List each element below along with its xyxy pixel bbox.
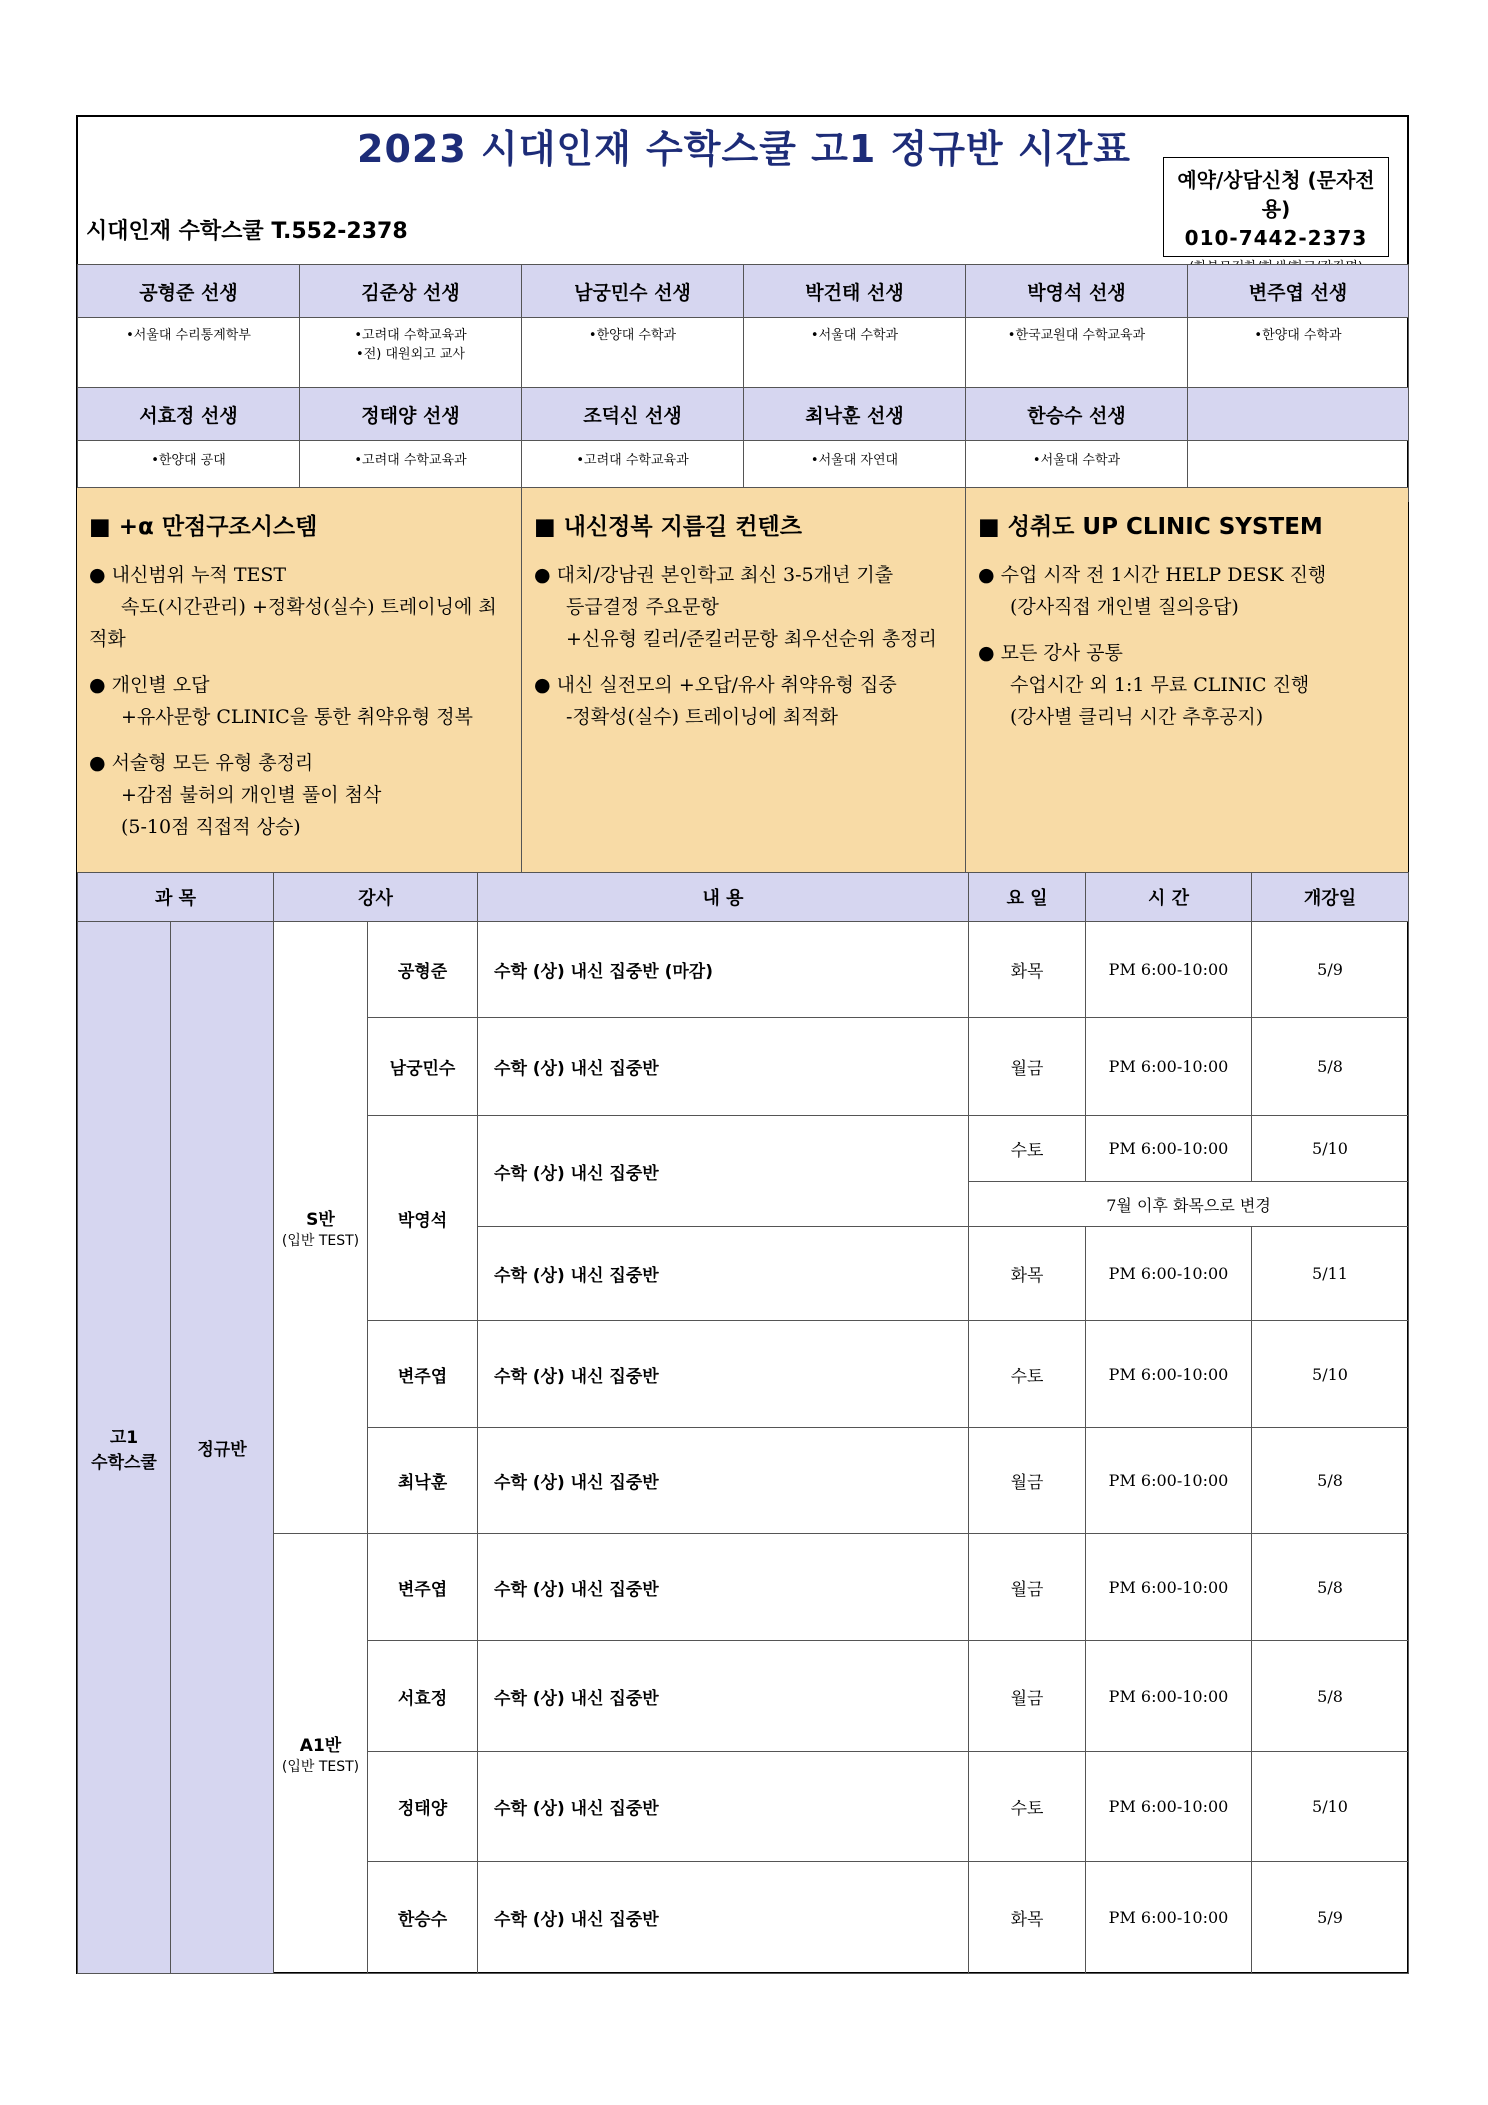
feature-line: ● 내신 실전모의 +오답/유사 취약유형 집중	[534, 674, 897, 696]
feature-item	[534, 559, 953, 655]
row-teacher: 한승수	[368, 1862, 478, 1974]
feature-item	[89, 747, 509, 843]
row-content: 수학 (상) 내신 집중반	[478, 1116, 969, 1227]
teacher-desc-line: •고려대 수학교육과	[354, 328, 467, 343]
header-content: 내 용	[478, 873, 969, 922]
teachers-table	[77, 264, 1409, 502]
header-start: 개강일	[1252, 873, 1409, 922]
header-teacher: 강사	[274, 873, 478, 922]
s-class-cell	[274, 922, 368, 1534]
teacher-desc-line: •한국교원대 수학교육과	[1007, 328, 1146, 343]
teacher-name: 변주엽 선생	[1188, 265, 1409, 318]
row-teacher: 변주엽	[368, 1321, 478, 1428]
feature-line: ● 서술형 모든 유형 총정리	[89, 752, 314, 774]
teacher-desc: •고려대 수학교육과	[300, 441, 522, 502]
feature-line: ● 대치/강남권 본인학교 최신 3-5개년 기출	[534, 564, 894, 586]
row-time: PM 6:00-10:00	[1086, 922, 1252, 1018]
row-day: 수토	[969, 1116, 1086, 1182]
contact-line-1: 예약/상담신청 (문자전용)	[1177, 168, 1375, 221]
feature-line: +감점 불허의 개인별 풀이 첨삭	[121, 784, 382, 806]
teacher-desc: •한양대 공대	[78, 441, 300, 502]
row-day: 화목	[969, 922, 1086, 1018]
teacher-name: 한승수 선생	[966, 388, 1188, 441]
empty-cell	[1188, 388, 1409, 441]
row-start: 5/8	[1252, 1534, 1409, 1641]
row-content: 수학 (상) 내신 집중반	[478, 1018, 969, 1116]
feature-line: ● 내신범위 누적 TEST	[89, 564, 287, 586]
s-class-name: S반	[306, 1210, 335, 1230]
page-title: 2023 시대인재 수학스쿨 고1 정규반 시간표	[357, 127, 1131, 171]
row-start: 5/8	[1252, 1641, 1409, 1752]
teachers-desc-row	[78, 318, 1409, 388]
teacher-desc	[1188, 318, 1409, 388]
feature-heading: ■ 내신정복 지름길 컨텐츠	[534, 514, 802, 540]
feature-item	[89, 559, 509, 655]
teacher-desc	[300, 318, 522, 388]
feature-line: 속도(시간관리) +정확성(실수) 트레이닝에 최적화	[89, 596, 497, 650]
row-day: 수토	[969, 1321, 1086, 1428]
row-start: 5/10	[1252, 1752, 1409, 1862]
row-day: 월금	[969, 1641, 1086, 1752]
header-day: 요 일	[969, 873, 1086, 922]
class-type-cell: 정규반	[171, 922, 274, 1974]
row-teacher: 정태양	[368, 1752, 478, 1862]
row-time: PM 6:00-10:00	[1086, 1862, 1252, 1974]
feature-line: (강사별 클리닉 시간 추후공지)	[1010, 706, 1264, 728]
teacher-desc: •서울대 자연대	[744, 441, 966, 502]
row-teacher: 서효정	[368, 1641, 478, 1752]
row-content: 수학 (상) 내신 집중반	[478, 1321, 969, 1428]
teacher-name: 박건태 선생	[744, 265, 966, 318]
row-teacher: 변주엽	[368, 1534, 478, 1641]
header-subject: 과 목	[78, 873, 274, 922]
table-row	[78, 1534, 1409, 1641]
row-time: PM 6:00-10:00	[1086, 1227, 1252, 1321]
row-time: PM 6:00-10:00	[1086, 1321, 1252, 1428]
teacher-name: 공형준 선생	[78, 265, 300, 318]
row-day: 수토	[969, 1752, 1086, 1862]
row-start: 5/9	[1252, 922, 1409, 1018]
feature-line: +유사문항 CLINIC을 통한 취약유형 정복	[121, 706, 474, 728]
row-time: PM 6:00-10:00	[1086, 1534, 1252, 1641]
feature-line: (5-10점 직접적 상승)	[121, 816, 301, 838]
row-time: PM 6:00-10:00	[1086, 1428, 1252, 1534]
feature-line: ● 모든 강사 공통	[978, 642, 1123, 664]
row-teacher: 공형준	[368, 922, 478, 1018]
feature-line: 수업시간 외 1:1 무료 CLINIC 진행	[1010, 674, 1310, 696]
row-day: 화목	[969, 1227, 1086, 1321]
row-day: 월금	[969, 1018, 1086, 1116]
teacher-name: 박영석 선생	[966, 265, 1188, 318]
teacher-desc-line: •서울대 수리통계학부	[126, 328, 251, 343]
s-class-note: (입반 TEST)	[281, 1233, 360, 1249]
row-day: 월금	[969, 1428, 1086, 1534]
teachers-name-row	[78, 265, 1409, 318]
row-content: 수학 (상) 내신 집중반	[478, 1227, 969, 1321]
row-start: 5/10	[1252, 1321, 1409, 1428]
row-time: PM 6:00-10:00	[1086, 1116, 1252, 1182]
row-start: 5/8	[1252, 1428, 1409, 1534]
feature-column	[77, 488, 521, 872]
feature-column	[521, 488, 965, 872]
table-row	[78, 922, 1409, 1018]
row-teacher: 박영석	[368, 1116, 478, 1321]
teachers-name-row	[78, 388, 1409, 441]
feature-line: ● 수업 시작 전 1시간 HELP DESK 진행	[978, 564, 1327, 586]
teacher-desc-line: •서울대 수학과	[810, 328, 899, 343]
teacher-desc: •서울대 수학과	[966, 441, 1188, 502]
row-note: 7월 이후 화목으로 변경	[969, 1182, 1409, 1227]
teacher-name: 최낙훈 선생	[744, 388, 966, 441]
row-time: PM 6:00-10:00	[1086, 1018, 1252, 1116]
row-start: 5/10	[1252, 1116, 1409, 1182]
teacher-name: 서효정 선생	[78, 388, 300, 441]
feature-line: ● 개인별 오답	[89, 674, 210, 696]
row-teacher: 남궁민수	[368, 1018, 478, 1116]
row-start: 5/9	[1252, 1862, 1409, 1974]
a1-class-cell	[274, 1534, 368, 1974]
feature-item	[978, 559, 1396, 623]
teacher-desc	[966, 318, 1188, 388]
teacher-desc-line: •한양대 수학과	[1254, 328, 1342, 343]
row-day: 월금	[969, 1534, 1086, 1641]
contact-phone: 010-7442-2373	[1184, 226, 1368, 250]
feature-item	[978, 637, 1396, 733]
row-content: 수학 (상) 내신 집중반	[478, 1641, 969, 1752]
contact-box	[1163, 157, 1389, 257]
teacher-name: 김준상 선생	[300, 265, 522, 318]
schedule-header-row	[78, 873, 1409, 922]
feature-line: (강사직접 개인별 질의응답)	[1010, 596, 1239, 618]
feature-line: -정확성(실수) 트레이닝에 최적화	[566, 706, 838, 728]
row-time: PM 6:00-10:00	[1086, 1641, 1252, 1752]
teacher-desc-line: •한양대 수학과	[588, 328, 677, 343]
teacher-desc	[522, 318, 744, 388]
teacher-name: 정태양 선생	[300, 388, 522, 441]
feature-item	[89, 669, 509, 733]
teacher-name: 조덕신 선생	[522, 388, 744, 441]
a1-class-note: (입반 TEST)	[281, 1759, 360, 1775]
feature-heading: ■ 성취도 UP CLINIC SYSTEM	[978, 514, 1323, 540]
features-section	[77, 487, 1408, 873]
academy-phone: 시대인재 수학스쿨 T.552-2378	[86, 219, 408, 244]
row-content: 수학 (상) 내신 집중반	[478, 1862, 969, 1974]
header-time: 시 간	[1086, 873, 1252, 922]
row-content: 수학 (상) 내신 집중반	[478, 1752, 969, 1862]
row-content: 수학 (상) 내신 집중반	[478, 1428, 969, 1534]
teacher-desc	[744, 318, 966, 388]
teacher-name: 남궁민수 선생	[522, 265, 744, 318]
row-day: 화목	[969, 1862, 1086, 1974]
grade-cell: 고1 수학스쿨	[78, 922, 171, 1974]
row-start: 5/8	[1252, 1018, 1409, 1116]
row-time: PM 6:00-10:00	[1086, 1752, 1252, 1862]
feature-column	[965, 488, 1408, 872]
teacher-desc	[78, 318, 300, 388]
row-content: 수학 (상) 내신 집중반 (마감)	[478, 922, 969, 1018]
schedule-table	[77, 872, 1409, 1974]
feature-item	[534, 669, 953, 733]
teacher-desc-line: •전) 대원외고 교사	[356, 347, 465, 362]
teacher-desc: •고려대 수학교육과	[522, 441, 744, 502]
row-content: 수학 (상) 내신 집중반	[478, 1534, 969, 1641]
row-teacher: 최낙훈	[368, 1428, 478, 1534]
a1-class-name: A1반	[299, 1736, 342, 1756]
feature-line: +신유형 킬러/준킬러문항 최우선순위 총정리	[566, 628, 937, 650]
row-start: 5/11	[1252, 1227, 1409, 1321]
feature-heading: ■ +α 만점구조시스템	[89, 514, 318, 540]
feature-line: 등급결정 주요문항	[566, 596, 719, 618]
